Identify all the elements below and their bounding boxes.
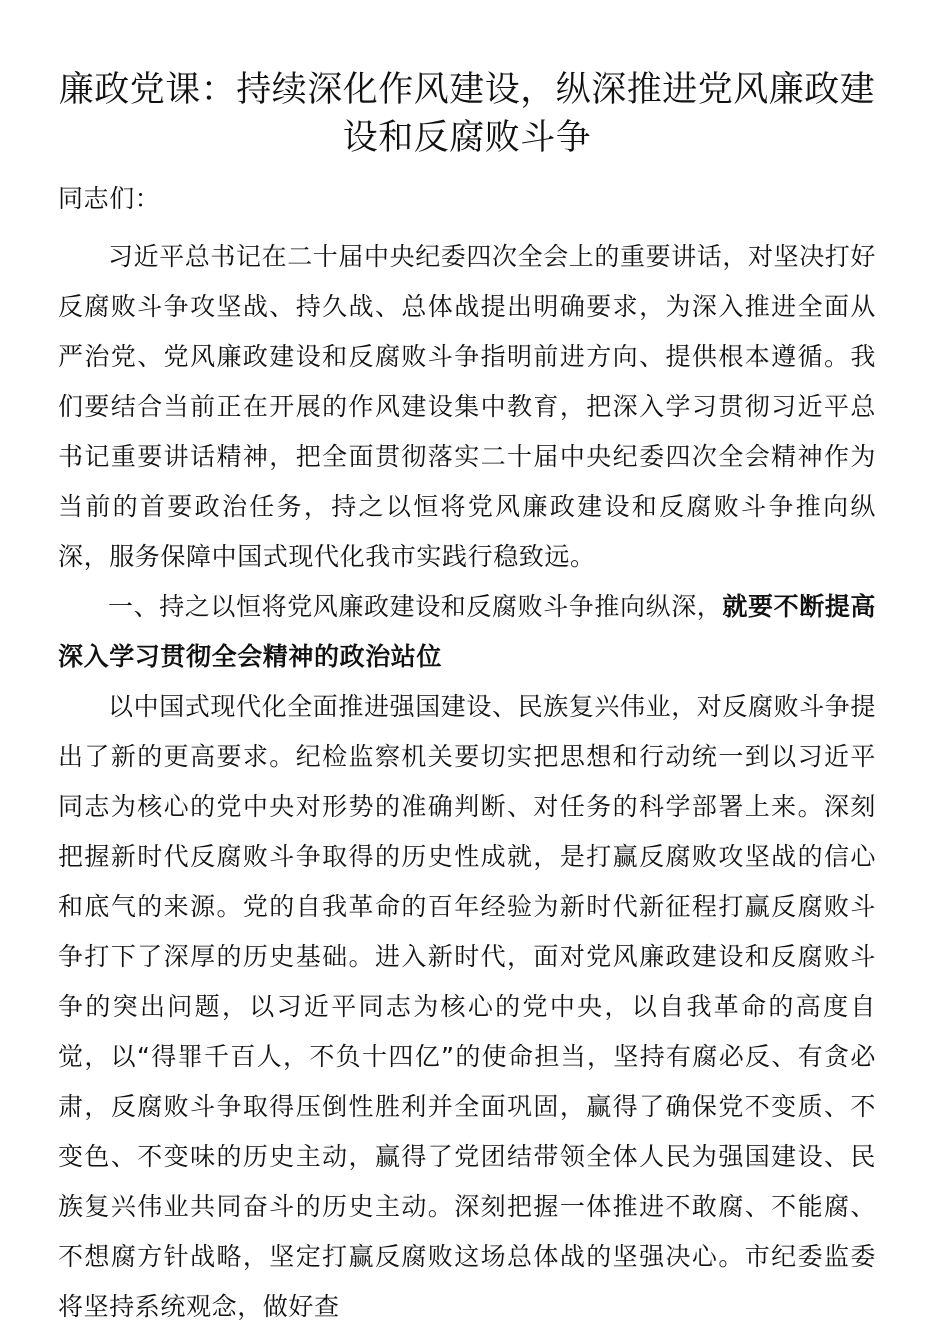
document-title: 廉政党课：持续深化作风建设，纵深推进党风廉政建设和反腐败斗争 <box>58 70 876 158</box>
salutation: 同志们： <box>58 184 161 213</box>
section-1-heading <box>58 582 876 682</box>
intro-paragraph: 习近平总书记在二十届中央纪委四次全会上的重要讲话，对坚决打好反腐败斗争攻坚战、持久战、总体战提出明确要求，为深入推进全面从严治党、党风廉政建设和反腐败斗争指明前进方向、提供根本遵循。我们要结合当前正在开展的作风建设集中教育，把深入学习贯彻习近平总书记重要讲话精神，把全面贯彻落实二十届中央纪委四次全会精神作为当前的首要政治任务，持之以恒将党风廉政建设和反腐败斗争推向纵深，服务保障中国式现代化我市实践行稳致远。 <box>58 242 877 571</box>
section-1-body: 以中国式现代化全面推进强国建设、民族复兴伟业，对反腐败斗争提出了新的更高要求。纪检监察机关要切实把思想和行动统一到以习近平同志为核心的党中央对形势的准确判断、对任务的科学部署上来。深刻把握新时代反腐败斗争取得的历史性成就，是打赢反腐败攻坚战的信心和底气的来源。党的自我革命的百年经验为新时代新征程打赢反腐败斗争打下了深厚的历史基础。进入新时代，面对党风廉政建设和反腐败斗争的突出问题，以习近平同志为核心的党中央，以自我革命的高度自觉，以“得罪千百人，不负十四亿”的使命担当，坚持有腐必反、有贪必肃，反腐败斗争取得压倒性胜利并全面巩固，赢得了确保党不变质、不变色、不变味的历史主动，赢得了党团结带领全体人民为强国建设、民族复兴伟业共同奋斗的历史主动。深刻把握一体推进不敢腐、不能腐、不想腐方针战略，坚定打赢反腐败这场总体战的坚强决心。市纪委监委将坚持系统观念，做好查 <box>58 692 877 1321</box>
section-1-heading-tail: 就要不断提高深入学习贯彻全会精神的政治站位 <box>58 592 877 671</box>
section-1-heading-lead: 一、持之以恒将党风廉政建设和反腐败斗争推向纵深， <box>108 592 723 621</box>
